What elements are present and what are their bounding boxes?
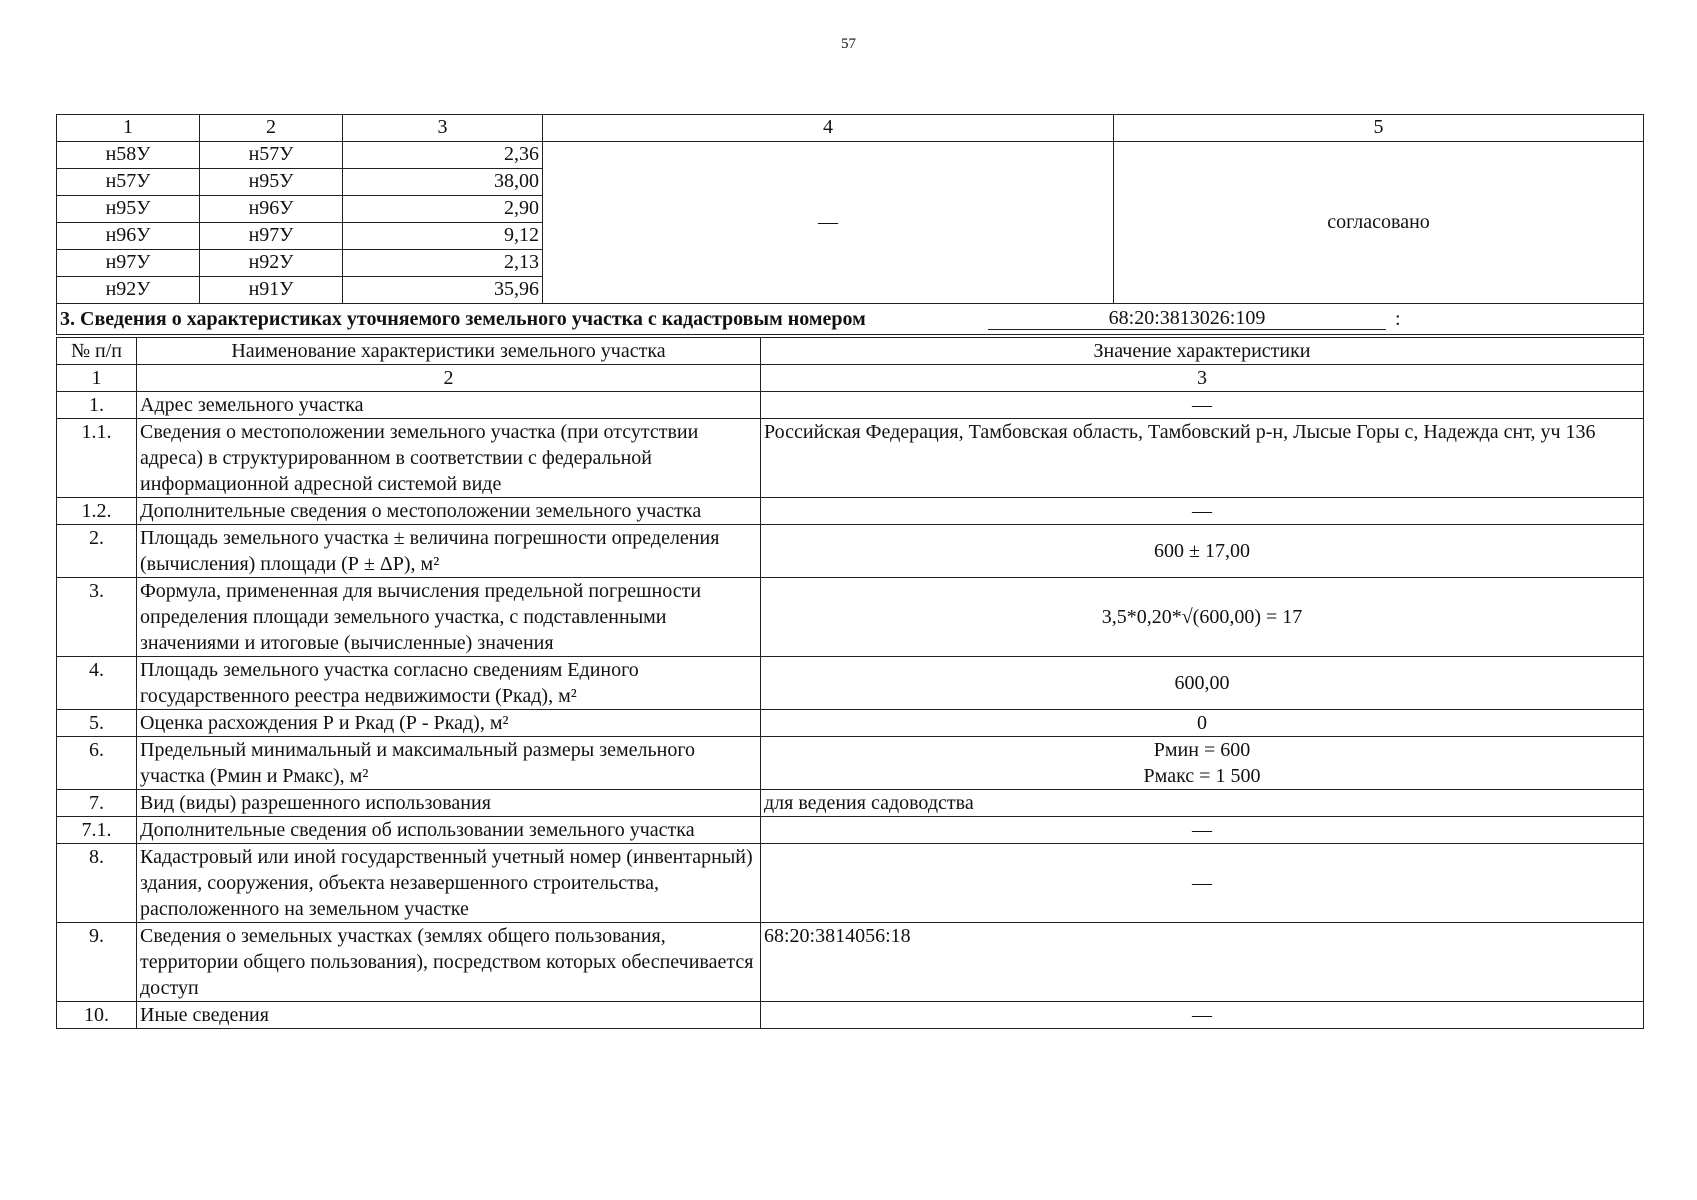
table-row bbox=[57, 525, 1644, 578]
point-to: н92У bbox=[200, 250, 343, 277]
col4-value: — bbox=[543, 142, 1114, 304]
table-row bbox=[57, 1002, 1644, 1029]
section-title-row bbox=[57, 304, 1644, 335]
table-row bbox=[57, 498, 1644, 525]
header-num: № п/п bbox=[57, 338, 137, 365]
table-row bbox=[57, 657, 1644, 710]
distance: 38,00 bbox=[343, 169, 543, 196]
section-title: 3. Сведения о характеристиках уточняемого земельного участка с кадастровым номером bbox=[60, 308, 866, 330]
index-cell: 1 bbox=[57, 365, 137, 392]
section-colon: : bbox=[1395, 308, 1401, 330]
row-num: 3. bbox=[57, 578, 137, 657]
row-num: 9. bbox=[57, 923, 137, 1002]
row-name: Кадастровый или иной государственный учетный номер (инвентарный) здания, сооружения, объекта незавершенного строительства, расположенного на земельном участке bbox=[137, 844, 761, 923]
distance: 2,13 bbox=[343, 250, 543, 277]
table-header-row bbox=[57, 338, 1644, 365]
row-num: 1. bbox=[57, 392, 137, 419]
row-name: Иные сведения bbox=[137, 1002, 761, 1029]
row-name: Дополнительные сведения о местоположении земельного участка bbox=[137, 498, 761, 525]
table-row bbox=[57, 710, 1644, 737]
index-row bbox=[57, 365, 1644, 392]
row-value: — bbox=[761, 1002, 1644, 1029]
row-num: 7. bbox=[57, 790, 137, 817]
row-value: 600 ± 17,00 bbox=[761, 525, 1644, 578]
table-row bbox=[57, 923, 1644, 1002]
point-from: н58У bbox=[57, 142, 200, 169]
table-row bbox=[57, 419, 1644, 498]
row-value bbox=[761, 737, 1644, 790]
table-row bbox=[57, 844, 1644, 923]
row-num: 4. bbox=[57, 657, 137, 710]
header-name: Наименование характеристики земельного участка bbox=[137, 338, 761, 365]
row-value: — bbox=[761, 844, 1644, 923]
header-cell: 3 bbox=[343, 115, 543, 142]
row-num: 6. bbox=[57, 737, 137, 790]
point-to: н91У bbox=[200, 277, 343, 304]
cadastral-number: 68:20:3813026:109 bbox=[988, 307, 1386, 330]
header-cell: 5 bbox=[1114, 115, 1644, 142]
table-row bbox=[57, 790, 1644, 817]
row-name: Оценка расхождения Р и Ркад (Р - Ркад), м² bbox=[137, 710, 761, 737]
table-row bbox=[57, 817, 1644, 844]
row-value: для ведения садоводства bbox=[761, 790, 1644, 817]
agreement-status: согласовано bbox=[1114, 142, 1644, 304]
point-from: н95У bbox=[57, 196, 200, 223]
header-cell: 4 bbox=[543, 115, 1114, 142]
distance: 2,90 bbox=[343, 196, 543, 223]
row-value: — bbox=[761, 498, 1644, 525]
page-number: 57 bbox=[841, 36, 856, 52]
distance: 2,36 bbox=[343, 142, 543, 169]
distance: 9,12 bbox=[343, 223, 543, 250]
table-header-row bbox=[57, 115, 1644, 142]
point-from: н57У bbox=[57, 169, 200, 196]
point-to: н57У bbox=[200, 142, 343, 169]
row-value: 0 bbox=[761, 710, 1644, 737]
row-name: Площадь земельного участка ± величина погрешности определения (вычисления) площади (Р ± ΔР), м² bbox=[137, 525, 761, 578]
index-cell: 3 bbox=[761, 365, 1644, 392]
row-num: 7.1. bbox=[57, 817, 137, 844]
value-line-min: Рмин = 600 bbox=[1153, 739, 1251, 761]
row-num: 10. bbox=[57, 1002, 137, 1029]
row-value: — bbox=[761, 817, 1644, 844]
row-name: Дополнительные сведения об использовании земельного участка bbox=[137, 817, 761, 844]
row-num: 2. bbox=[57, 525, 137, 578]
row-name: Сведения о земельных участках (землях общего пользования, территории общего пользования), посредством которых обеспечивается доступ bbox=[137, 923, 761, 1002]
distance: 35,96 bbox=[343, 277, 543, 304]
row-name: Формула, примененная для вычисления предельной погрешности определения площади земельного участка, с подставленными значениями и итоговые (вычисленные) значения bbox=[137, 578, 761, 657]
table-row bbox=[57, 142, 1644, 169]
header-cell: 1 bbox=[57, 115, 200, 142]
row-name: Сведения о местоположении земельного участка (при отсутствии адреса) в структурированном в соответствии с федеральной информационной адресной системой виде bbox=[137, 419, 761, 498]
point-to: н95У bbox=[200, 169, 343, 196]
row-value: 3,5*0,20*√(600,00) = 17 bbox=[761, 578, 1644, 657]
table-row bbox=[57, 578, 1644, 657]
row-name: Предельный минимальный и максимальный размеры земельного участка (Рмин и Рмакс), м² bbox=[137, 737, 761, 790]
point-from: н92У bbox=[57, 277, 200, 304]
header-value: Значение характеристики bbox=[761, 338, 1644, 365]
point-to: н96У bbox=[200, 196, 343, 223]
row-num: 8. bbox=[57, 844, 137, 923]
row-name: Площадь земельного участка согласно сведениям Единого государственного реестра недвижимости (Ркад), м² bbox=[137, 657, 761, 710]
characteristics-table bbox=[56, 337, 1644, 1029]
row-value: 600,00 bbox=[761, 657, 1644, 710]
row-num: 1.2. bbox=[57, 498, 137, 525]
point-from: н97У bbox=[57, 250, 200, 277]
table-row bbox=[57, 737, 1644, 790]
point-from: н96У bbox=[57, 223, 200, 250]
value-line-max: Рмакс = 1 500 bbox=[1143, 765, 1261, 787]
header-cell: 2 bbox=[200, 115, 343, 142]
point-to: н97У bbox=[200, 223, 343, 250]
index-cell: 2 bbox=[137, 365, 761, 392]
row-value: Российская Федерация, Тамбовская область, Тамбовский р-н, Лысые Горы с, Надежда снт, уч 136 bbox=[761, 419, 1644, 498]
boundary-table bbox=[56, 114, 1644, 335]
table-row bbox=[57, 392, 1644, 419]
row-name: Вид (виды) разрешенного использования bbox=[137, 790, 761, 817]
row-value: 68:20:3814056:18 bbox=[761, 923, 1644, 1002]
row-name: Адрес земельного участка bbox=[137, 392, 761, 419]
row-value: — bbox=[761, 392, 1644, 419]
row-num: 1.1. bbox=[57, 419, 137, 498]
row-num: 5. bbox=[57, 710, 137, 737]
